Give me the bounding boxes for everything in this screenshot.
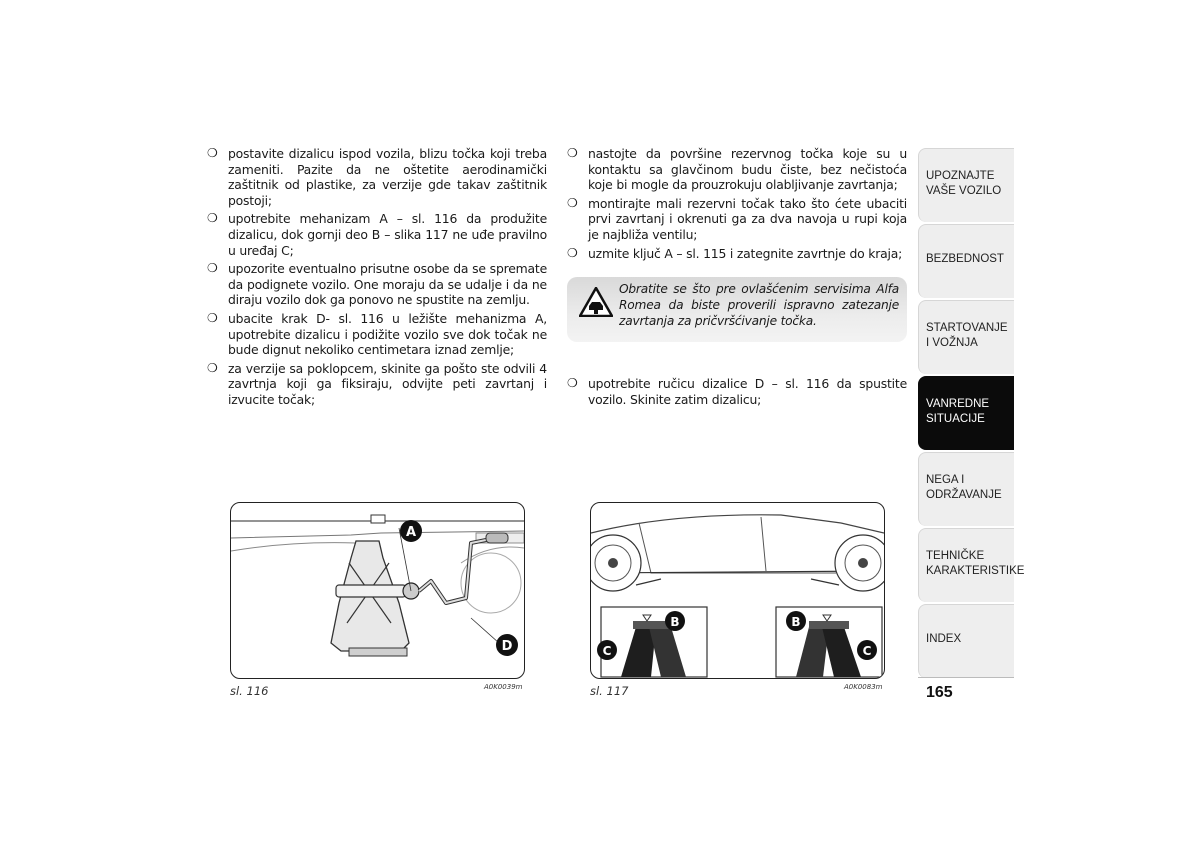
tab-vanredne-situacije[interactable]: VANREDNE SITUACIJE xyxy=(918,376,1014,450)
jack-illustration xyxy=(231,503,524,678)
right-text-column xyxy=(567,146,907,264)
bullet-icon: ❍ xyxy=(567,245,578,260)
tab-bezbednost[interactable]: BEZBEDNOST xyxy=(918,224,1014,298)
warning-box xyxy=(567,277,907,342)
page-divider xyxy=(918,677,1014,678)
bullet-icon: ❍ xyxy=(207,310,218,325)
left-text-column xyxy=(207,146,547,411)
list-item: ❍ upozorite eventualno prisutne osobe da se spremate da podignete vozilo. One moraju da se udalje i da ne diraju vozilo dok ga ponovo ne spustite na zemlju. xyxy=(207,261,547,308)
bullet-icon: ❍ xyxy=(567,195,578,210)
page-number: 165 xyxy=(926,684,953,701)
tab-startovanje-i-voznja[interactable]: STARTOVANJE I VOŽNJA xyxy=(918,300,1014,374)
list-item: ❍ uzmite ključ A – sl. 115 i zategnite zavrtnje do kraja; xyxy=(567,245,903,261)
section-tabs xyxy=(918,148,1025,680)
bullet-icon: ❍ xyxy=(567,376,578,390)
bullet-icon: ❍ xyxy=(207,261,218,276)
bullet-icon: ❍ xyxy=(207,360,218,375)
list-item: ❍ ubacite krak D- sl. 116 u ležište mehanizma A, upotrebite dizalicu i podižite vozilo sve dok točak ne bude dignut nekoliko centimetara iznad zemlje; xyxy=(207,310,547,358)
callout-d-label: D xyxy=(501,639,513,654)
figure-116-caption: sl. 116 xyxy=(230,684,269,698)
callout-a-label: A xyxy=(405,525,417,540)
tab-upoznajte-vase-vozilo[interactable]: UPOZNAJTE VAŠE VOZILO xyxy=(918,148,1014,222)
callout-c-right-label: C xyxy=(862,644,872,658)
bullet-icon: ❍ xyxy=(207,146,218,160)
tab-nega-i-odrzavanje[interactable]: NEGA I ODRŽAVANJE xyxy=(918,452,1014,526)
list-item: ❍ montirajte mali rezervni točak tako što ćete ubaciti prvi zavrtanj i okrenuti ga za dva navoja u rupi koja je najbliža ventilu; xyxy=(567,195,907,242)
callout-c-left-label: C xyxy=(602,644,612,658)
warning-text: Obratite se što pre ovlašćenim servisima Alfa Romea da biste proverili ispravno zatezanje zavrtanja za pričvršćivanje točka. xyxy=(619,282,899,328)
bullet-icon: ❍ xyxy=(567,146,578,160)
callout-b-left-label: B xyxy=(670,615,680,629)
figure-117-code: A0K0083m xyxy=(844,683,883,691)
car-on-jack-warning-icon xyxy=(579,287,613,317)
figure-117-caption: sl. 117 xyxy=(590,684,629,698)
tab-index[interactable]: INDEX xyxy=(918,604,1014,678)
figure-116-jack xyxy=(230,502,525,679)
after-warning-item xyxy=(567,376,907,410)
list-item: ❍ upotrebite mehanizam A – sl. 116 da produžite dizalicu, dok gornji deo B – slika 117 ne uđe pravilno u uređaj C; xyxy=(207,211,547,258)
list-item: ❍ upotrebite ručicu dizalice D – sl. 116 da spustite vozilo. Skinite zatim dizalicu; xyxy=(567,376,907,407)
callout-b-right-label: B xyxy=(791,615,801,629)
jacking-points-illustration xyxy=(591,503,884,678)
figure-116-code: A0K0039m xyxy=(484,683,523,691)
bullet-icon: ❍ xyxy=(207,211,218,226)
figure-117-jacking-points xyxy=(590,502,885,679)
list-item: ❍ nastojte da površine rezervnog točka koje su u kontaktu sa glavčinom budu čiste, bez nečistoća koje bi mogle da prouzrokuju olabljivanje zavrtanja; xyxy=(567,146,907,193)
list-item: ❍ postavite dizalicu ispod vozila, blizu točka koji treba zameniti. Pazite da ne oštetite aerodinamički zaštitnik od plastike, za verzije gde takav zaštitnik postoji; xyxy=(207,146,547,208)
tab-tehnicke-karakteristike[interactable]: TEHNIČKE KARAKTERISTIKE xyxy=(918,528,1014,602)
list-item: ❍ za verzije sa poklopcem, skinite ga pošto ste odvili 4 zavrtnja koji ga fiksiraju, odvijte peti zavrtanj i izvucite točak; xyxy=(207,360,547,407)
